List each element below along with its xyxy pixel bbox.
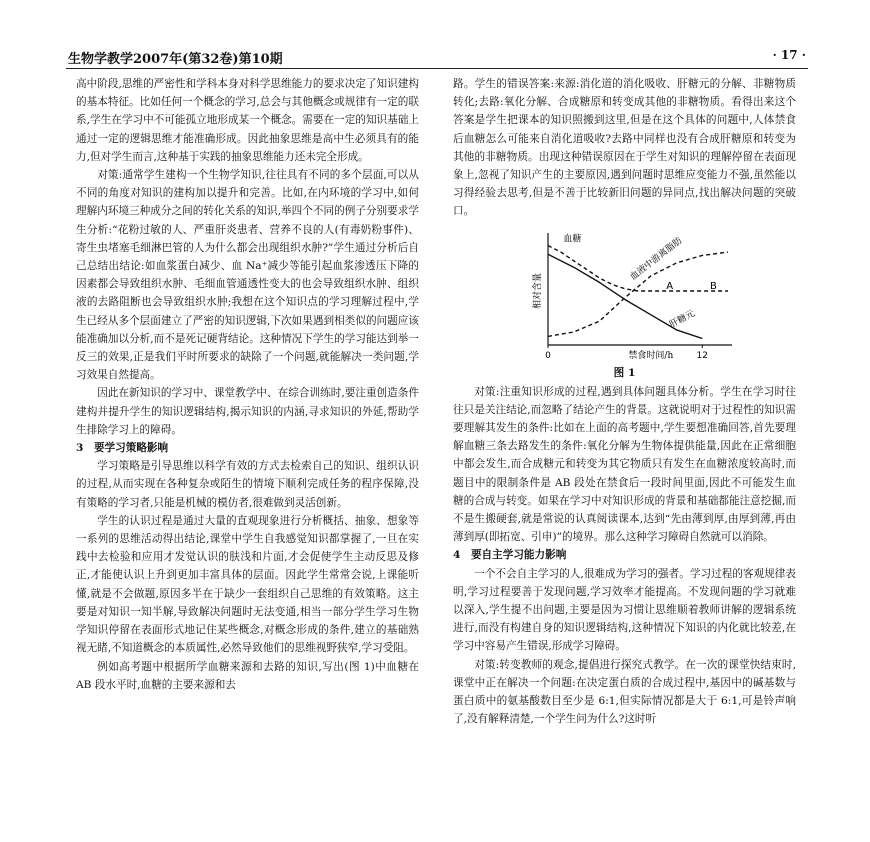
series-label-liver-glycogen: 肝糖元	[668, 308, 697, 330]
left-column	[76, 75, 419, 694]
right-paragraph-4: 对策:转变教师的观念,提倡进行探究式教学。在一次的课堂快结束时,课堂中正在解决一个问题:在决定蛋白质的合成过程中,基因中的碱基数与蛋白质中的氨基酸数目至少是 6:1,但实际情况都是大于 6:1,可是铃声响了,没有解释清楚,一个学生问为什么?这时听	[453, 658, 796, 726]
left-paragraph-4: 学习策略是引导思维以科学有效的方式去检索自己的知识、组织认识的过程,从而实现在各种复杂或陌生的情境下顺利完成任务的程序保障,没有策略的学习者,只能是机械的模仿者,很难做到灵活创新。	[76, 460, 419, 509]
right-paragraph-3: 一个不会自主学习的人,很难成为学习的强者。学习过程的客观规律表明,学习过程要善于发现问题,学习效率才能提高。不发现问题的学习就难以深入,学生提不出问题,主要是因为习惯让思维顺着教师讲解的逻辑系统进行,而没有构建自身的知识逻辑结构,这种情况下知识的内化就比较差,在学习中容易产生错误,形成学习障碍。	[453, 567, 796, 653]
right-paragraph-1: 路。学生的错误答案:来源:消化道的消化吸收、肝糖元的分解、非糖物质转化;去路:氧化分解、合成糖原和转变成其他的非糖物质。看得出来这个答案是学生把课本的知识照搬到这里,但是在这个具体的问题中,人体禁食后血糖怎么可能来自消化道吸收?去路中同样也没有合成肝糖原和转变为其他的非糖物质。出现这种错误原因在于学生对知识的理解停留在表面现象上,忽视了知识产生的主要原因,遇到问题时思维应变能力不强,虽然能以习得经验去思考,但是不善于比较新旧问题的异同点,找出解决问题的突破口。	[453, 78, 796, 218]
series-label-blood-glucose: 血糖	[563, 233, 582, 244]
figure-1	[453, 223, 796, 365]
left-paragraph-3: 因此在新知识的学习中、课堂教学中、在综合训练时,要注重创造条件建构并提升学生的知识逻辑结构,揭示知识的内涵,寻求知识的外延,帮助学生排除学习上的障碍。	[76, 387, 419, 436]
x-axis-label: 禁食时间/h	[628, 350, 674, 361]
y-axis-label: 相对含量	[533, 272, 543, 309]
series-label-free-fat: 血液中游离脂肪	[628, 235, 685, 283]
x-tick-label: 0	[545, 350, 551, 361]
series-line-1	[548, 252, 728, 336]
blood-glucose-chart	[453, 223, 796, 365]
journal-header: 生物学教学2007年(第32卷)第10期	[68, 52, 283, 67]
left-paragraph-2: 对策:通常学生建构一个生物学知识,往往具有不同的多个层面,可以从不同的角度对知识的建构加以提升和完善。比如,在内环境的学习中,如何理解内环境三种成分之间的转化关系的知识,举四个不同的例子分别要求学生分析:“花粉过敏的人、严重肝炎患者、营养不良的人(有毒奶粉事件)、寄生虫堵塞毛细淋巴管的人为什么都会出现组织水肿?”学生通过分析后自己总结出结论:如血浆蛋白减少、血 Na⁺减少等能引起血浆渗透压下降的因素都会导致组织水肿、毛细血管通透性变大的也会导致组织水肿、组织液的去路阻断也会导致组织水肿;我想在这个知识点的学习理解过程中,学生已经从多个层面建立了严密的知识逻辑,下次如果遇到相类似的问题应该能准确加以分析,而不是死记硬背结论。这种情况下学生的学习能达到举一反三的效果,正是我们平时所要求的缺除了一个问题,就能解决一类问题,学习效果自然提高。	[76, 169, 419, 382]
point-label-b: B	[710, 280, 717, 292]
right-paragraph-2: 对策:注重知识形成的过程,遇到具体问题具体分析。学生在学习时往往只是关注结论,而忽略了结论产生的背景。这就说明对于过程性的知识需要理解其发生的条件:比如在上面的高考题中,学生要想准确回答,首先要理解血糖三条去路发生的条件:氧化分解为生物体提供能量,因此在正常细胞中都会发生,而合成糖元和转变为其它物质只有发生在血糖浓度较高时,而题目中的限制条件是 AB 段处在禁食后一段时间里面,因此不可能发生血糖的合成与转变。如果在学习中对知识形成的背景和基础都能注意挖掘,而不是生搬硬套,就是常说的认真阅读课本,达到“先由薄到厚,由厚到薄,再由薄到厚(即拓宽、引申)”的境界。那么这种学习障碍自然就可以消除。	[453, 385, 796, 544]
x-tick-label: 12	[696, 350, 709, 361]
header-rule	[66, 68, 808, 69]
left-paragraph-1: 高中阶段,思维的严密性和学科本身对科学思维能力的要求决定了知识建构的基本特征。比如任何一个概念的学习,总会与其他概念或规律有一定的联系,学生在学习中不可能孤立地形成某一个概念。需要在一定的知识基础上通过一定的逻辑思维才能准确形成。因此抽象思维是高中生必须具有的能力,但对学生而言,这种基于实践的抽象思维能力还未完全形成。	[76, 78, 419, 163]
left-paragraph-5: 学生的认识过程是通过大量的直观现象进行分析概括、抽象、想象等一系列的思维活动得出结论,课堂中学生自我感觉知识都掌握了,一旦在实践中去检验和应用才发觉认识的肤浅和片面,才会促使学生主动反思及修正,才能使认识上升到更加丰富具体的层面。因此学生常常会说,上课能听懂,就是不会做题,原因多半在于缺少一套组织自己思维的有效策略。这主要是对知识一知半解,导致解决问题时无法变通,相当一部分学生学习生物学知识停留在表面形式地记住某些概念,对概念形成的条件,建立的基础熟视无睹,不知道概念的本质属性,必然导致他们的思维视野狭窄,学习受阻。	[76, 514, 419, 655]
left-paragraph-6: 例如高考题中根据所学血糖来源和去路的知识,写出(图 1)中血糖在 AB 段水平时,血糖的主要来源和去	[76, 660, 419, 691]
point-label-a: A	[666, 280, 674, 292]
page-number: · 17 ·	[772, 48, 806, 62]
section-heading-3: 3 要学习策略影响	[76, 442, 169, 455]
section-heading-4: 4 要自主学习能力影响	[453, 549, 567, 562]
figure-caption: 图 1	[613, 366, 636, 379]
right-column	[453, 75, 796, 728]
